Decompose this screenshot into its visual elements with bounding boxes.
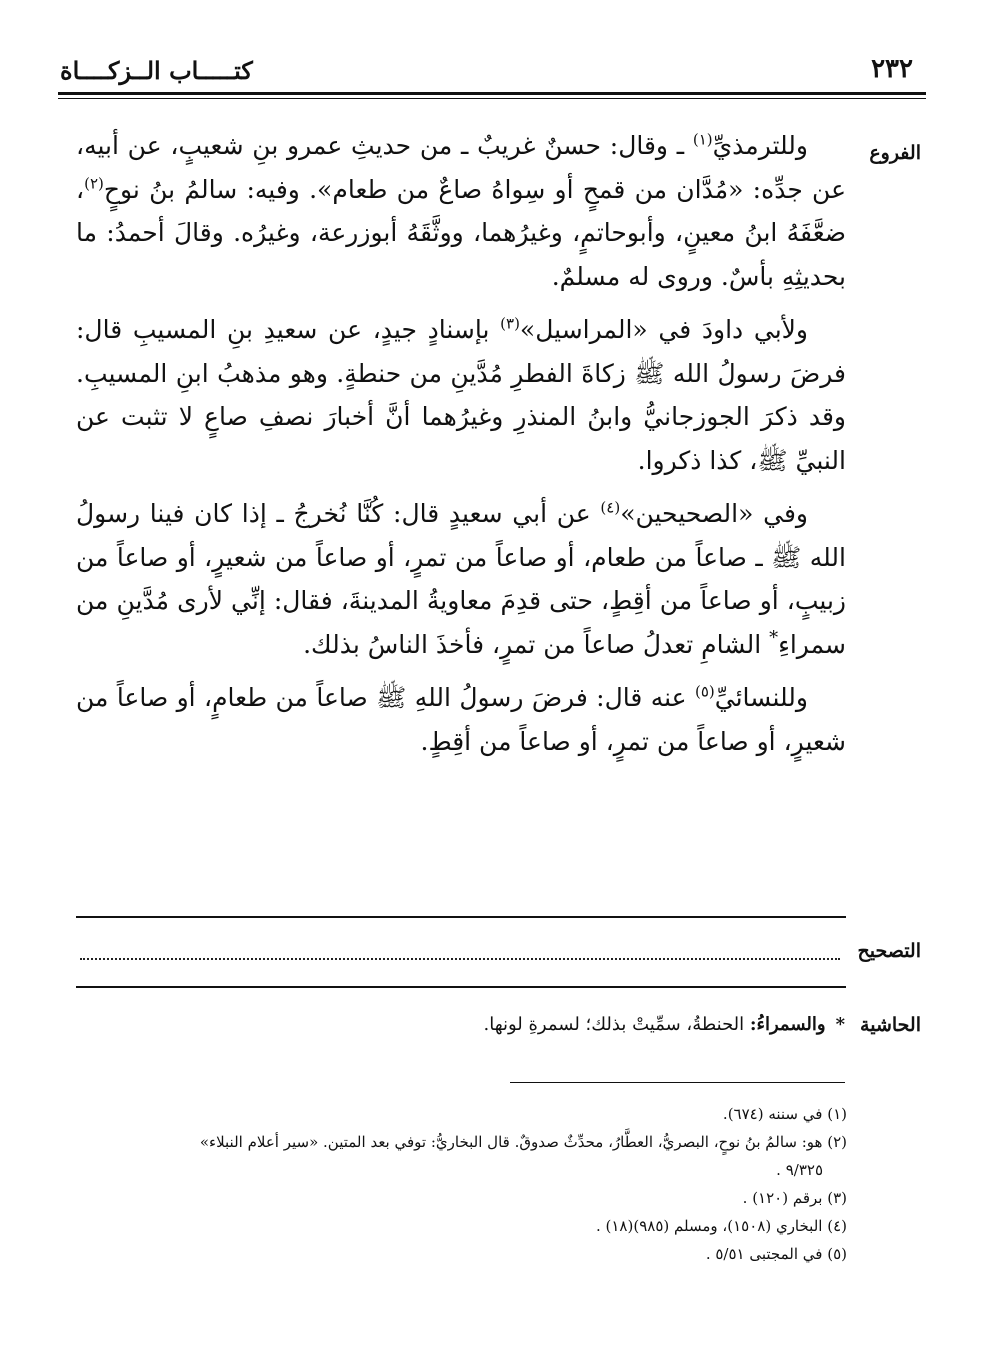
footnotes-list (77, 1100, 847, 1268)
paragraph-3 (76, 492, 846, 666)
footnote-ref-4[interactable]: (٤) (600, 498, 621, 517)
side-label-furu: الفروع (869, 142, 921, 164)
footnote-ref-1[interactable]: (١) (692, 130, 713, 149)
footnote-rule (510, 1082, 845, 1083)
page-number: ٢٣٢ (871, 54, 913, 84)
asterisk-marker[interactable]: * (769, 627, 779, 649)
paragraph-3-part-b: عن أبي سعيدٍ قال: كُنَّا نُخرجُ ـ إذا كان فينا رسولُ الله ﷺ ـ صاعاً من طعام، أو صاعاً من تمرٍ، أو صاعاً من شعيرٍ، أو صاعاً من زبيبٍ، أو صاعاً من أقِطٍ، حتى قدِمَ معاويةُ المدينةَ، فقال: إنِّي لأرى مُدَّينِ من سمراءِ (76, 499, 846, 659)
tashih-dotted-line (80, 958, 840, 960)
footnote-2-continuation: ٩/٣٢٥ . (776, 1161, 823, 1179)
paragraph-1 (76, 124, 846, 298)
paragraph-2-part-a: ولأبي داودَ في «المراسيل» (519, 315, 809, 344)
section-divider-bottom (76, 986, 846, 988)
main-text (76, 124, 846, 773)
paragraph-2 (76, 308, 846, 482)
paragraph-4-part-b: عنه قال: فرضَ رسولُ اللهِ ﷺ صاعاً من طعامٍ، أو صاعاً من شعيرٍ، أو صاعاً من تمرٍ، أو صاعاً من أقِطٍ. (76, 683, 846, 756)
side-label-tashih: التصحيح (857, 940, 921, 962)
footnote-ref-2[interactable]: (٢) (84, 174, 104, 193)
side-label-hashiya: الحاشية (860, 1014, 921, 1036)
paragraph-3-part-c: الشامِ تعدلُ صاعاً من تمرٍ، فأخذَ الناسُ بذلك. (303, 629, 770, 659)
paragraph-3-part-a: وفي «الصحيحين» (620, 499, 808, 528)
hashiya-text: الحنطةُ، سمِّيتْ بذلك؛ لسمرةِ لونها. (483, 1014, 750, 1035)
paragraph-1-part-a: وللترمذيِّ (712, 131, 808, 160)
paragraph-1-part-b: ـ وقال: حسنٌ غريبٌ ـ من حديثِ عمرو بنِ شعيبٍ، عن أبيه، عن جدِّه: «مُدَّان من قمحٍ أو سِواهُ صاعٌ من طعام». وفيه: سالمُ بنُ نوحٍ (76, 131, 846, 204)
header-rule-thin (58, 98, 926, 99)
paragraph-1-part-c: ، ضعَّفَهُ ابنُ معينٍ، وأبوحاتمٍ، وغيرُهما، ووثَّقَهُ أبوزرعة، وغيرُه. وقالَ أحمدُ: ما بحديثِهِ بأسٌ. وروى له مسلمٌ. (76, 174, 846, 291)
paragraph-2-part-b: بإسنادٍ جيدٍ، عن سعيدِ بنِ المسيبِ قال: فرضَ رسولُ الله ﷺ زكاةَ الفطرِ مُدَّينِ من حنطةٍ. وهو مذهبُ ابنِ المسيبِ. وقد ذكرَ الجوزجانيُّ وابنُ المنذرِ وغيرُهما أنَّ أخبارَ نصفِ صاعٍ لا تثبت عن النبيِّ ﷺ، كذا ذكروا. (76, 315, 846, 475)
header-rule-thick (58, 92, 926, 95)
paragraph-4-part-a: وللنسائيِّ (714, 683, 808, 712)
footnote-3: (٣) برقم (١٢٠) . (742, 1189, 847, 1207)
footnote-4: (٤) البخاري (١٥٠٨)، ومسلم (٩٨٥)(١٨) . (595, 1217, 847, 1235)
footnote-1: (١) في سننه (٦٧٤). (722, 1105, 847, 1123)
footnote-5: (٥) في المجتبى ٥/٥١ . (705, 1245, 847, 1263)
hashiya-asterisk: * (835, 1014, 845, 1035)
footnote-2: (٢) هو: سالمُ بنُ نوحٍ، البصريُّ، العطَّارُ، محدِّثٌ صدوقٌ. قال البخاريُّ: توفي بعد المتين. «سير أعلام النبلاء» (199, 1133, 847, 1151)
footnote-ref-3[interactable]: (٣) (500, 314, 520, 333)
paragraph-4 (76, 676, 846, 763)
running-header-title: كتـــــاب الــزكــــاة (60, 56, 253, 85)
footnote-ref-5[interactable]: (٥) (694, 682, 715, 701)
hashiya-term: والسمراءُ: (749, 1014, 826, 1035)
hashiya-note (483, 1014, 845, 1035)
section-divider-top (76, 916, 846, 918)
